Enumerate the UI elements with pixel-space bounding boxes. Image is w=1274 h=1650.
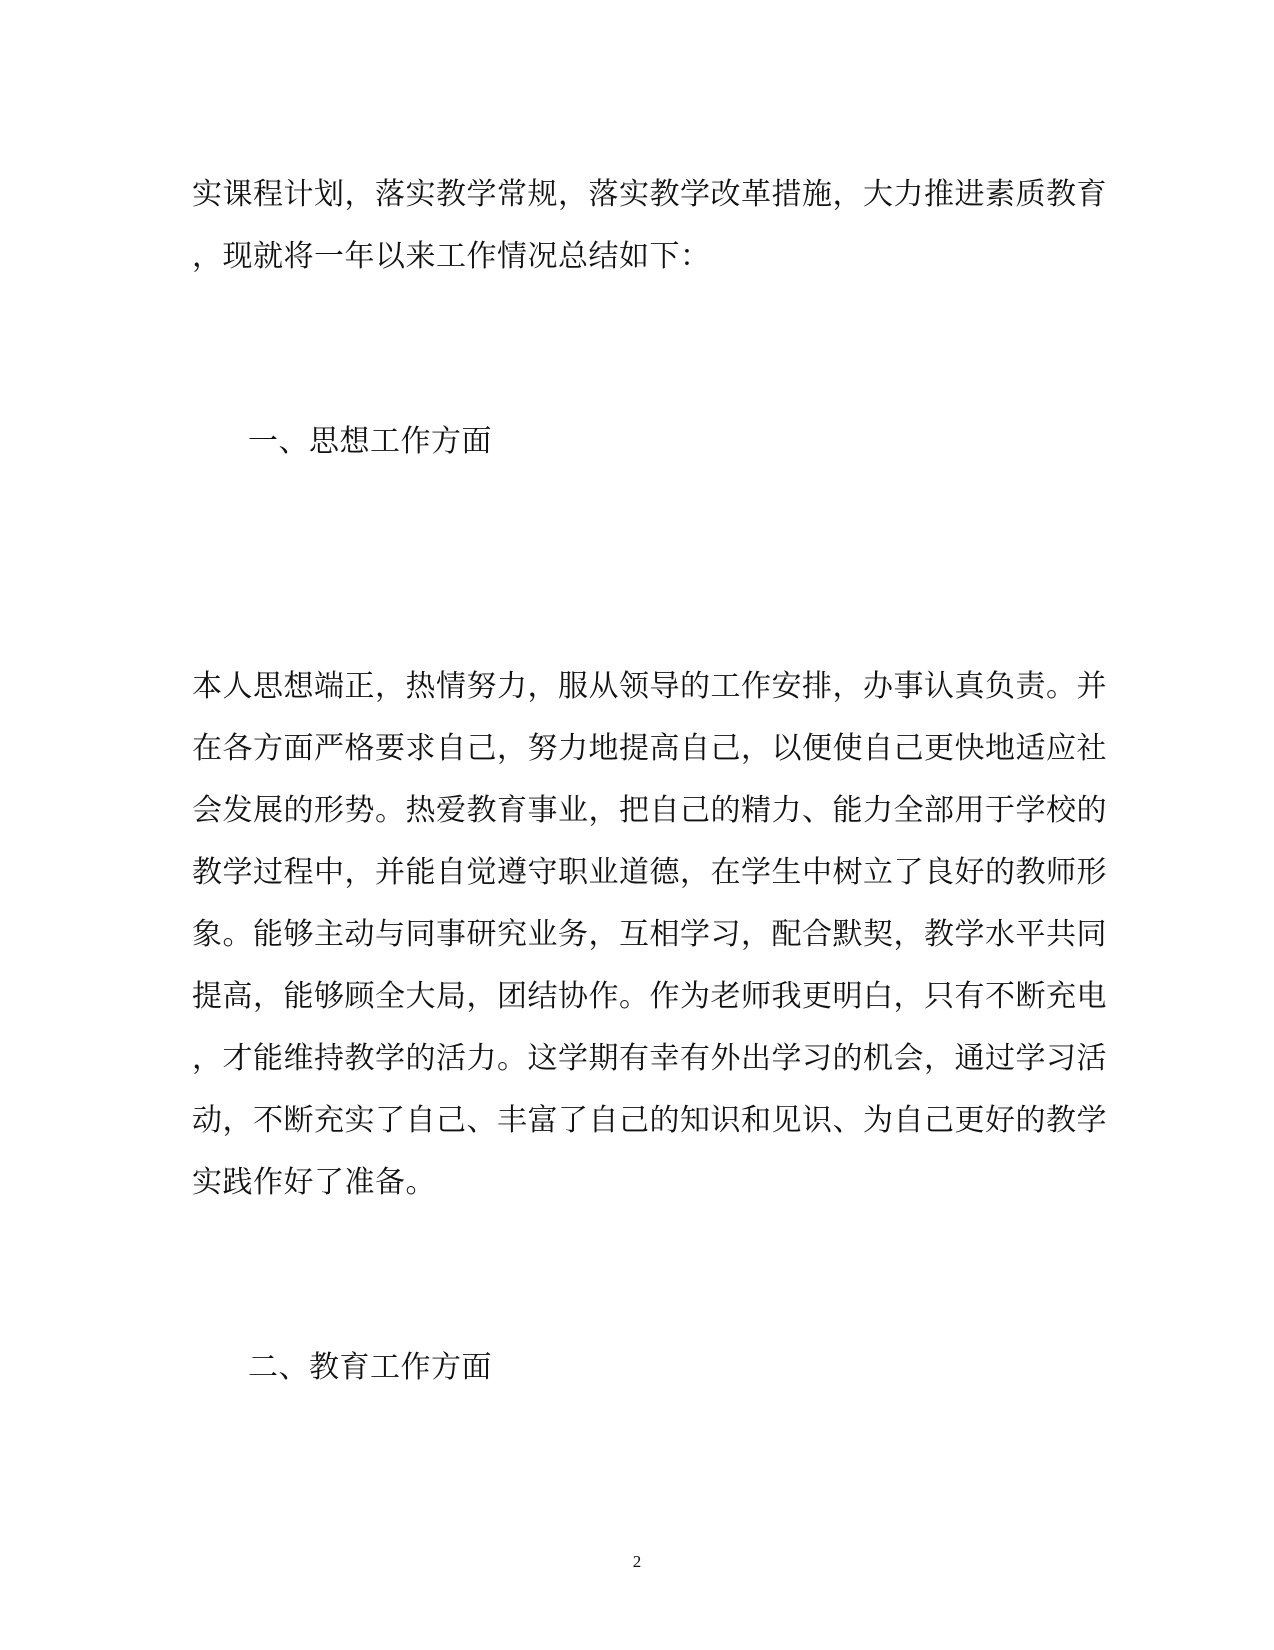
intro-line: ，现就将一年以来工作情况总结如下： [192,239,711,274]
intro-line: 实课程计划，落实教学常规，落实教学改革措施，大力推进素质教育 [192,177,1107,212]
body-line: 实践作好了准备。 [192,1165,436,1200]
section-heading: 一、思想工作方面 [248,424,492,459]
body-line: 教学过程中，并能自觉遵守职业道德，在学生中树立了良好的教师形 [192,855,1107,890]
body-line: 本人思想端正，热情努力，服从领导的工作安排，办事认真负责。并 [192,669,1107,704]
body-line: 会发展的形势。热爱教育事业，把自己的精力、能力全部用于学校的 [192,793,1107,828]
page-number: 2 [632,1552,642,1571]
body-line: 动，不断充实了自己、丰富了自己的知识和见识、为自己更好的教学 [192,1103,1107,1138]
section-heading: 二、教育工作方面 [248,1350,492,1385]
body-line: ，才能维持教学的活力。这学期有幸有外出学习的机会，通过学习活 [192,1041,1107,1076]
body-line: 象。能够主动与同事研究业务，互相学习，配合默契，教学水平共同 [192,917,1107,952]
body-line: 在各方面严格要求自己，努力地提高自己，以便使自己更快地适应社 [192,731,1107,766]
body-line: 提高，能够顾全大局，团结协作。作为老师我更明白，只有不断充电 [192,979,1107,1014]
